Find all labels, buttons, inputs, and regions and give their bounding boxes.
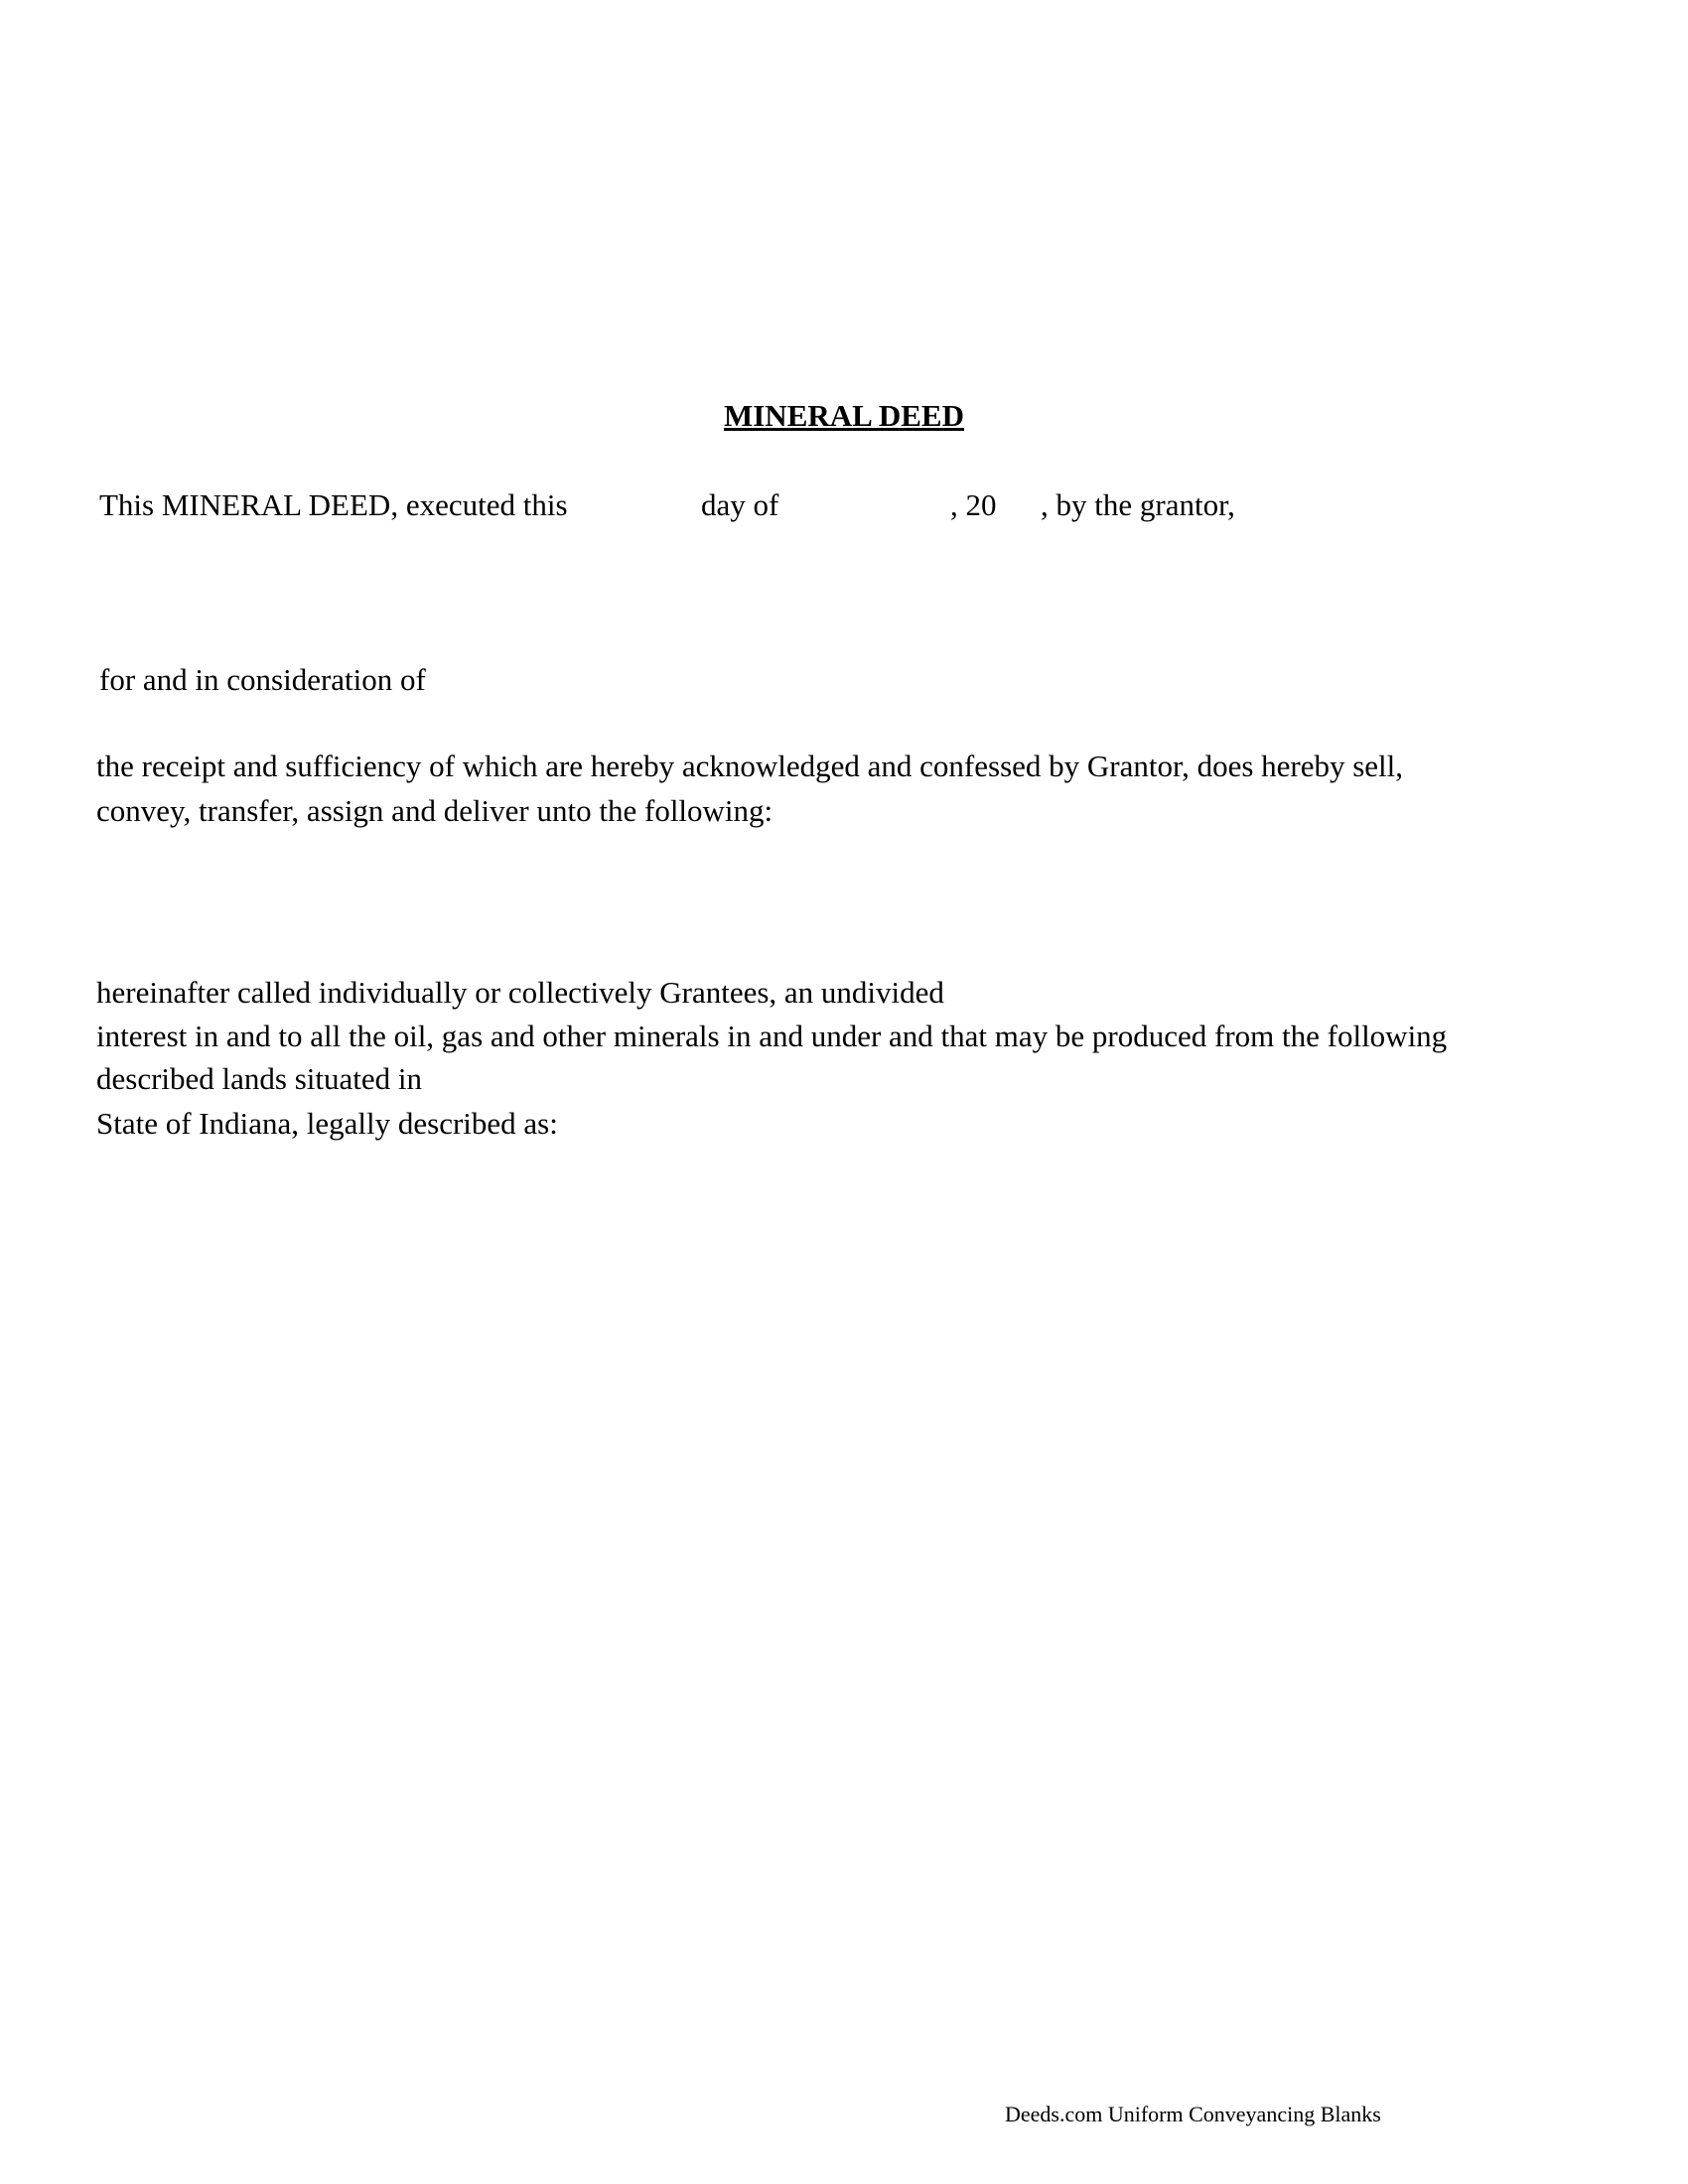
executed-this-text: This MINERAL DEED, executed this xyxy=(99,487,568,522)
grantees-line-3: described lands situated in xyxy=(96,1061,422,1096)
grantees-line-4: State of Indiana, legally described as: xyxy=(96,1106,558,1141)
by-grantor-text: , by the grantor, xyxy=(1041,487,1235,522)
page-footer: Deeds.com Uniform Conveyancing Blanks xyxy=(1005,2102,1381,2126)
consideration-text: for and in consideration of xyxy=(99,662,426,697)
grantees-line-2: interest in and to all the oil, gas and other minerals in and under and that may be produced from the following xyxy=(96,1019,1448,1053)
receipt-line-1: the receipt and sufficiency of which are hereby acknowledged and confessed by Grantor, does hereby sell, xyxy=(96,749,1404,783)
year-prefix-text: , 20 xyxy=(950,487,997,522)
day-of-text: day of xyxy=(701,487,779,522)
document-title: MINERAL DEED xyxy=(723,398,964,433)
receipt-line-2: convey, transfer, assign and deliver unto the following: xyxy=(96,793,774,828)
grantees-line-1: hereinafter called individually or collectively Grantees, an undivided xyxy=(96,975,944,1010)
